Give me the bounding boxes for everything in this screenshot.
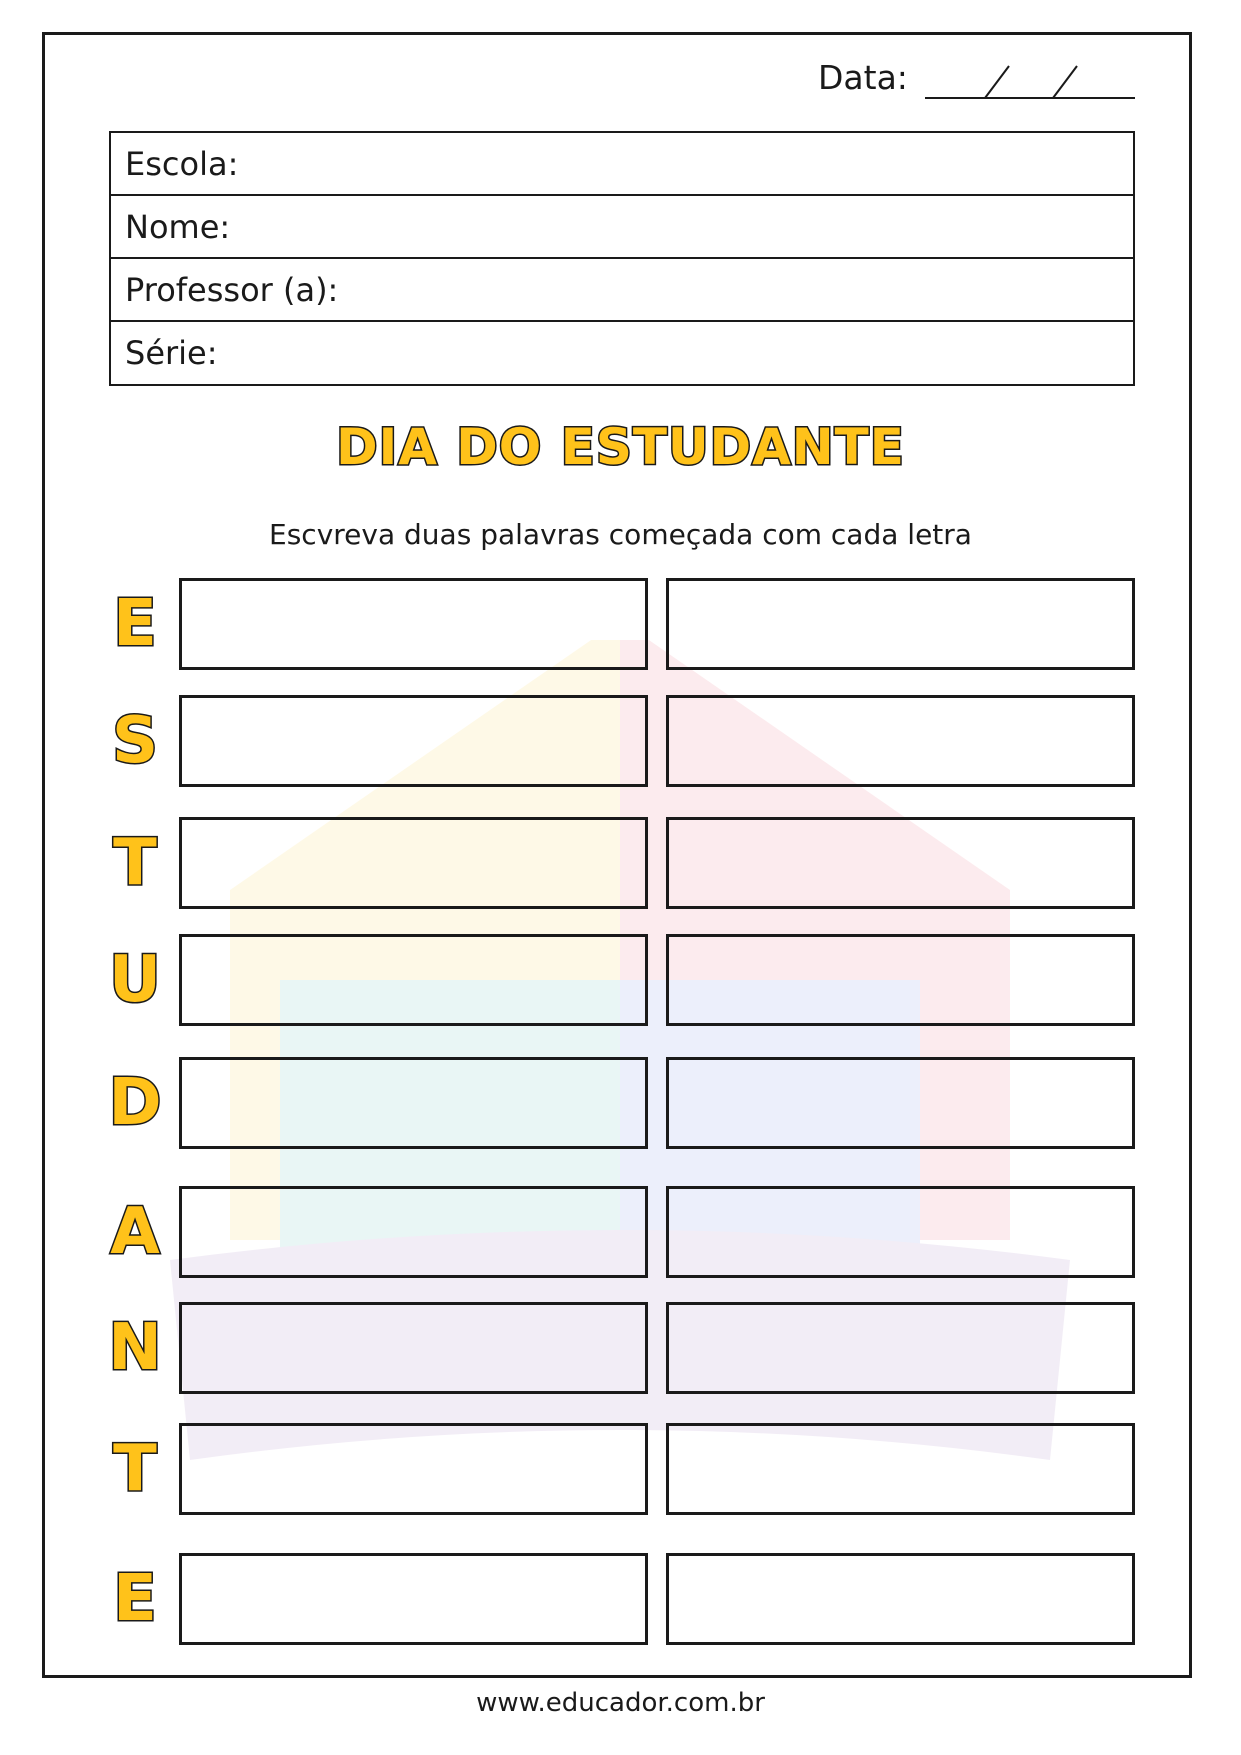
date-blank[interactable]: [925, 64, 1135, 100]
answer-box-2[interactable]: [666, 1186, 1135, 1278]
info-row-name[interactable]: [111, 196, 1133, 259]
row-letter: T: [113, 826, 157, 900]
teacher-label: Professor (a):: [125, 270, 339, 309]
row-letter: E: [113, 587, 157, 661]
info-row-teacher[interactable]: [111, 259, 1133, 322]
answer-box-2[interactable]: [666, 817, 1135, 909]
name-label: Nome:: [125, 207, 231, 246]
instruction-text: Escvreva duas palavras começada com cada letra: [269, 518, 972, 551]
row-letter: S: [111, 704, 159, 778]
date-label: Data:: [818, 58, 908, 97]
row-letter: T: [113, 1432, 157, 1506]
answer-box-2[interactable]: [666, 934, 1135, 1026]
letter-row: [0, 934, 1241, 1026]
answer-box-2[interactable]: [666, 1057, 1135, 1149]
answer-box-2[interactable]: [666, 1302, 1135, 1394]
grade-label: Série:: [125, 334, 218, 372]
footer-url[interactable]: www.educador.com.br: [476, 1688, 765, 1718]
answer-box-1[interactable]: [179, 1423, 648, 1515]
letter-row: [0, 1553, 1241, 1645]
letter-row: [0, 1057, 1241, 1149]
row-letter: E: [113, 1562, 157, 1636]
row-letter: D: [108, 1066, 162, 1140]
answer-box-1[interactable]: [179, 934, 648, 1026]
answer-box-1[interactable]: [179, 1302, 648, 1394]
answer-box-1[interactable]: [179, 1553, 648, 1645]
row-letter: A: [110, 1195, 160, 1269]
letter-row: [0, 1302, 1241, 1394]
answer-box-1[interactable]: [179, 578, 648, 670]
letter-row: [0, 578, 1241, 670]
student-info-table: [109, 131, 1135, 386]
letter-row: [0, 695, 1241, 787]
answer-box-2[interactable]: [666, 695, 1135, 787]
row-letter: U: [109, 943, 161, 1017]
answer-box-1[interactable]: [179, 695, 648, 787]
school-label: Escola:: [125, 144, 239, 183]
answer-box-2[interactable]: [666, 1553, 1135, 1645]
row-letter: N: [108, 1311, 162, 1385]
answer-box-2[interactable]: [666, 1423, 1135, 1515]
answer-box-1[interactable]: [179, 817, 648, 909]
info-row-school[interactable]: [111, 133, 1133, 196]
answer-box-2[interactable]: [666, 578, 1135, 670]
info-row-grade[interactable]: [111, 322, 1133, 384]
answer-box-1[interactable]: [179, 1057, 648, 1149]
letter-row: [0, 817, 1241, 909]
letter-row: [0, 1423, 1241, 1515]
worksheet-title: DIA DO ESTUDANTE: [336, 418, 905, 476]
answer-box-1[interactable]: [179, 1186, 648, 1278]
letter-row: [0, 1186, 1241, 1278]
